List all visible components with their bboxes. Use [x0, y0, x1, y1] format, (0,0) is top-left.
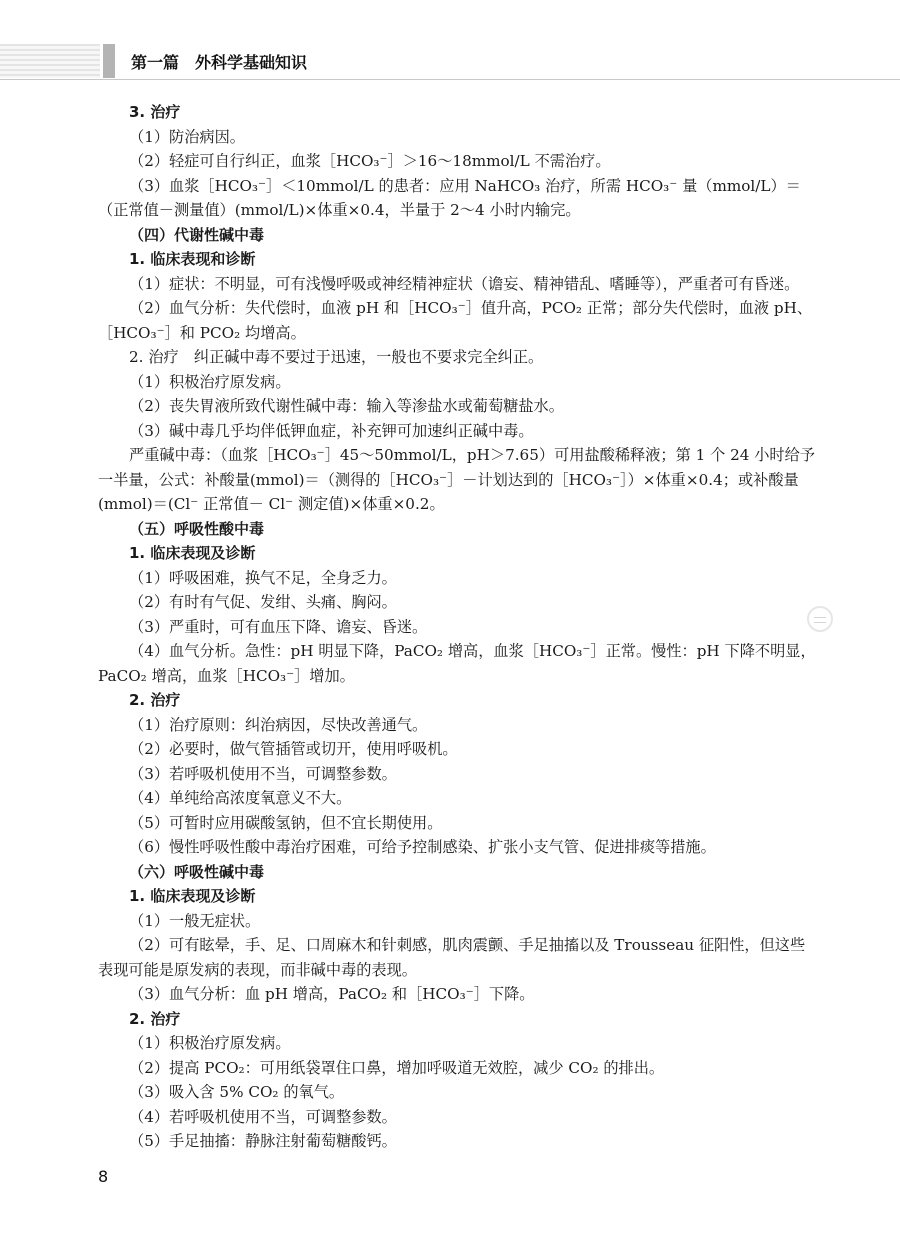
running-header-title: 第一篇 外科学基础知识 [131, 53, 308, 72]
section-heading: 1. 临床表现及诊断 [129, 887, 256, 905]
text-line: （2）血气分析：失代偿时，血液 pH 和［HCO₃⁻］值升高，PCO₂ 正常；部分失代偿时，血液 pH、 [129, 299, 813, 317]
section-heading: 3. 治疗 [129, 103, 181, 121]
text-line: （正常值－测量值）(mmol/L)×体重×0.4，半量于 2～4 小时内输完。 [98, 201, 581, 219]
page-number: 8 [98, 1167, 109, 1186]
section-heading: （四）代谢性碱中毒 [129, 225, 265, 244]
text-line: （2）有时有气促、发绀、头痛、胸闷。 [129, 593, 397, 611]
text-line: 严重碱中毒：（血浆［HCO₃⁻］45～50mmol/L，pH＞7.65）可用盐酸稀释液；第 1 个 24 小时给予 [129, 446, 815, 464]
text-line: （4）单纯给高浓度氧意义不大。 [129, 789, 352, 807]
text-line: （1）防治病因。 [129, 127, 245, 146]
page-body-text [98, 100, 816, 1154]
section-heading: 1. 临床表现和诊断 [129, 250, 256, 268]
text-line: （2）丧失胃液所致代谢性碱中毒：输入等渗盐水或葡萄糖盐水。 [129, 397, 564, 415]
text-line: （3）血浆［HCO₃⁻］＜10mmol/L 的患者：应用 NaHCO₃ 治疗，所需 HCO₃⁻ 量（mmol/L）＝ [129, 176, 801, 195]
text-line: （6）慢性呼吸性酸中毒治疗困难，可给予控制感染、扩张小支气管、促进排痰等措施。 [129, 838, 716, 856]
margin-watermark-icon [807, 606, 833, 632]
text-line: （4）若呼吸机使用不当，可调整参数。 [129, 1107, 397, 1126]
header-decoration-block [103, 44, 115, 78]
header-rule [0, 79, 900, 80]
text-line: （1）症状：不明显，可有浅慢呼吸或神经精神症状（谵妄、精神错乱、嗜睡等），严重者可有昏迷。 [129, 274, 800, 293]
header-decoration-stripes [0, 44, 100, 78]
text-line: （1）呼吸困难，换气不足，全身乏力。 [129, 568, 397, 587]
text-line: （2）轻症可自行纠正，血浆［HCO₃⁻］＞16～18mmol/L 不需治疗。 [129, 152, 611, 170]
text-line: ［HCO₃⁻］和 PCO₂ 均增高。 [98, 323, 306, 342]
text-line: （1）积极治疗原发病。 [129, 1034, 291, 1052]
text-line: 表现可能是原发病的表现，而非碱中毒的表现。 [98, 960, 417, 979]
text-line: （2）可有眩晕，手、足、口周麻木和针刺感，肌肉震颤、手足抽搐以及 Trousseau 征阳性，但这些 [129, 936, 806, 954]
text-line: （1）一般无症状。 [129, 911, 261, 930]
text-line: （5）手足抽搐：静脉注射葡萄糖酸钙。 [129, 1132, 397, 1150]
text-line: （3）若呼吸机使用不当，可调整参数。 [129, 764, 397, 783]
section-heading: （五）呼吸性酸中毒 [129, 519, 265, 538]
text-line: （3）血气分析：血 pH 增高，PaCO₂ 和［HCO₃⁻］下降。 [129, 985, 535, 1003]
text-line: （3）吸入含 5% CO₂ 的氧气。 [129, 1083, 345, 1101]
text-line: （1）积极治疗原发病。 [129, 372, 291, 391]
section-heading: 1. 临床表现及诊断 [129, 544, 256, 562]
text-line: （2）提高 PCO₂：可用纸袋罩住口鼻，增加呼吸道无效腔，减少 CO₂ 的排出。 [129, 1058, 665, 1077]
text-line: （2）必要时，做气管插管或切开，使用呼吸机。 [129, 740, 458, 758]
text-line: （5）可暂时应用碳酸氢钠，但不宜长期使用。 [129, 813, 443, 832]
text-line: （4）血气分析。急性：pH 明显下降，PaCO₂ 增高，血浆［HCO₃⁻］正常。慢性：pH 下降不明显， [129, 642, 816, 660]
text-line: 一半量，公式：补酸量(mmol)＝（测得的［HCO₃⁻］－计划达到的［HCO₃⁻］）×体重×0.4；或补酸量 [98, 470, 799, 489]
section-heading: 2. 治疗 [129, 1009, 181, 1028]
text-line: （1）治疗原则：纠治病因，尽快改善通气。 [129, 715, 428, 734]
text-line: PaCO₂ 增高，血浆［HCO₃⁻］增加。 [98, 666, 355, 685]
text-line: （3）碱中毒几乎均伴低钾血症，补充钾可加速纠正碱中毒。 [129, 421, 534, 440]
text-line: （3）严重时，可有血压下降、谵妄、昏迷。 [129, 617, 428, 636]
text-line: 2. 治疗 纠正碱中毒不要过于迅速，一般也不要求完全纠正。 [129, 348, 544, 366]
section-heading: （六）呼吸性碱中毒 [129, 862, 265, 881]
text-line: (mmol)＝(Cl⁻ 正常值－ Cl⁻ 测定值)×体重×0.2。 [98, 495, 445, 513]
section-heading: 2. 治疗 [129, 691, 181, 709]
